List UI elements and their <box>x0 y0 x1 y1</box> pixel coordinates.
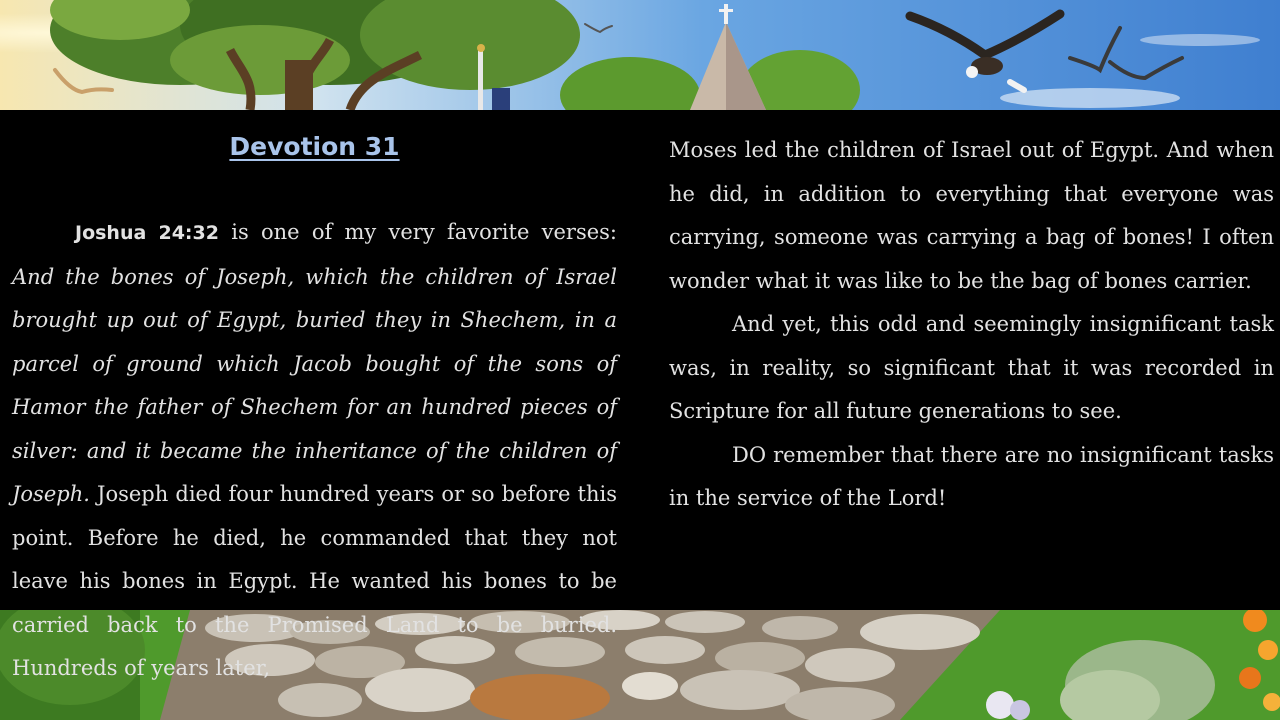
opening-paragraph <box>12 211 617 691</box>
paragraph-continued: Moses led the children of Israel out of Egypt. And when he did, in addition to everything that everyone was carrying, someone was carrying a bag of bones! I often wonder what it was like to be the bag of bones carrier. <box>669 138 1274 293</box>
intro-text: is one of my very favorite verses: <box>218 220 617 244</box>
paragraph-significance: And yet, this odd and seemingly insignificant task was, in reality, so significant that it was recorded in Scripture for all future generations to see. <box>669 312 1274 423</box>
verse-reference: Joshua 24:32 <box>75 222 219 244</box>
devotion-text-panel <box>0 110 1280 680</box>
top-banner-illustration <box>0 0 1280 110</box>
sky-scene-image <box>0 0 1280 110</box>
continuation-text: Joseph died four hundred years or so before this point. Before he died, he commanded that they not leave his bones in Egypt. He wanted his bones to be carried back to the Promised Land to be buried. Hundreds of years later, <box>12 482 617 680</box>
right-column <box>669 129 1274 521</box>
verse-quote: And the bones of Joseph, which the children of Israel brought up out of Egypt, buried they in Shechem, in a parcel of ground which Jacob bought of the sons of Hamor the father of Shechem for an hundred pieces of silver: and it became the inheritance of the children of Joseph. <box>12 264 617 506</box>
devotion-title: Devotion 31 <box>229 132 400 161</box>
left-column <box>12 211 617 691</box>
paragraph-exhortation: DO remember that there are no insignificant tasks in the service of the Lord! <box>669 442 1274 510</box>
